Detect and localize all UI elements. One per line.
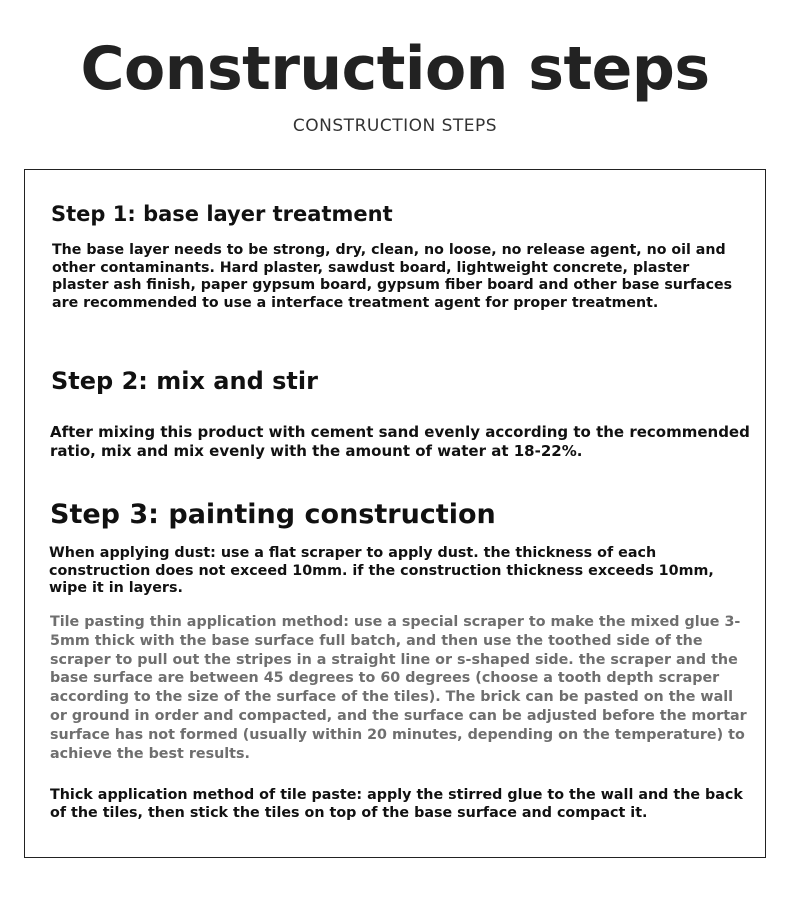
page-subtitle: CONSTRUCTION STEPS <box>292 116 498 136</box>
step-3-heading: Step 3: painting construction <box>50 499 496 530</box>
step-3-thin-application-text: Tile pasting thin application method: use a special scraper to make the mixed glue 3-5mm thick with the base surface full batch, and then use the toothed side of the scraper to pull out the stripes in a straight line or s-shaped side. the scraper and the base surface are between 45 degrees to 60 degrees (choose a tooth depth scraper according to the size of the surface of the tiles). The brick can be pasted on the wall or ground in order and compacted, and the surface can be adjusted before the mortar surface has not formed (usually within 20 minutes, depending on the temperature) to achieve the best results. <box>50 614 747 762</box>
step-2-text: After mixing this product with cement sand evenly according to the recommended ratio, mix and mix evenly with the amount of water at 18-22%. <box>50 423 750 460</box>
step-1-heading: Step 1: base layer treatment <box>51 202 393 226</box>
step-3-thick-application-text: Thick application method of tile paste: apply the stirred glue to the wall and the back of the tiles, then stick the tiles on top of the base surface and compact it. <box>50 787 743 821</box>
step-1-text: The base layer needs to be strong, dry, clean, no loose, no release agent, no oil and other contaminants. Hard plaster, sawdust board, lightweight concrete, plaster plaster ash finish, paper gypsum board, gypsum fiber board and other base surfaces are recommended to use a interface treatment agent for proper treatment. <box>52 242 733 311</box>
page-title: Construction steps <box>80 34 710 104</box>
steps-panel <box>24 169 766 858</box>
step-3-dust-text: When applying dust: use a flat scraper to apply dust. the thickness of each construction does not exceed 10mm. if the construction thickness exceeds 10mm, wipe it in layers. <box>49 545 714 596</box>
step-2-heading: Step 2: mix and stir <box>51 367 318 395</box>
